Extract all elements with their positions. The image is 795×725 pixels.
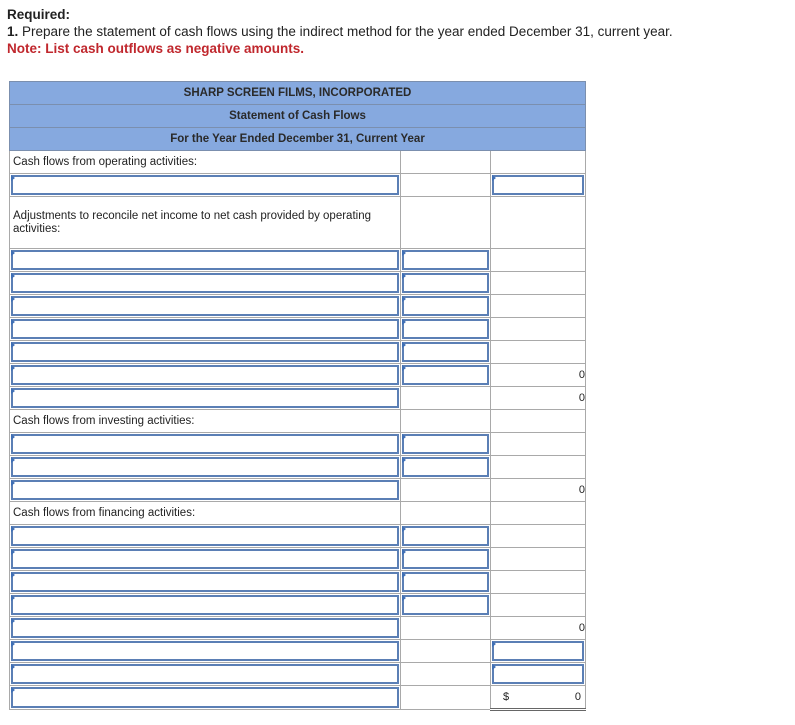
adjustments-header-row (10, 197, 586, 249)
financing-label-input[interactable] (10, 548, 401, 571)
item-number: 1. (7, 24, 19, 39)
beginning-cash-label-input[interactable] (10, 663, 401, 686)
financing-row (10, 571, 586, 594)
empty-cell (491, 456, 586, 479)
empty-cell (491, 502, 586, 525)
adjustments-label: Adjustments to reconcile net income to net cash provided by operating activities: (10, 197, 401, 249)
company-row (10, 82, 586, 105)
statement-period: For the Year Ended December 31, Current Year (10, 128, 586, 151)
financing-row (10, 548, 586, 571)
adjustment-row (10, 272, 586, 295)
currency-symbol: $ (503, 691, 510, 703)
financing-label-input[interactable] (10, 594, 401, 617)
empty-cell (491, 197, 586, 249)
investing-label-input[interactable] (10, 433, 401, 456)
empty-cell (491, 433, 586, 456)
operating-header: Cash flows from operating activities: (10, 151, 401, 174)
net-financing-row (10, 617, 586, 640)
period-row (10, 128, 586, 151)
adjustment-label-input[interactable] (10, 364, 401, 387)
note-text: Note: List cash outflows as negative amounts. (7, 41, 305, 56)
empty-cell (401, 617, 491, 640)
instructions (7, 6, 673, 57)
empty-cell (401, 410, 491, 433)
adjustment-label-input[interactable] (10, 341, 401, 364)
empty-cell (401, 387, 491, 410)
adjustment-amount-input[interactable] (401, 295, 491, 318)
financing-amount-input[interactable] (401, 594, 491, 617)
item-text: Prepare the statement of cash flows using the indirect method for the year ended December 31, current year. (22, 24, 673, 39)
financing-row (10, 594, 586, 617)
empty-cell (491, 151, 586, 174)
net-operating-label-input[interactable] (10, 387, 401, 410)
empty-cell (401, 640, 491, 663)
empty-cell (491, 341, 586, 364)
empty-cell (491, 594, 586, 617)
company-name: SHARP SCREEN FILMS, INCORPORATED (10, 82, 586, 105)
investing-header-row (10, 410, 586, 433)
investing-amount-input[interactable] (401, 456, 491, 479)
investing-header: Cash flows from investing activities: (10, 410, 401, 433)
instruction-item (7, 23, 673, 40)
beginning-cash-row (10, 663, 586, 686)
empty-cell (401, 686, 491, 710)
adjustments-total: 0 (491, 364, 586, 387)
adjustment-label-input[interactable] (10, 318, 401, 341)
empty-cell (491, 571, 586, 594)
investing-row (10, 433, 586, 456)
financing-row (10, 525, 586, 548)
net-change-amount-input[interactable] (491, 640, 586, 663)
empty-cell (491, 318, 586, 341)
investing-row (10, 456, 586, 479)
net-income-row (10, 174, 586, 197)
cash-flow-statement (9, 81, 586, 711)
investing-label-input[interactable] (10, 456, 401, 479)
adjustment-row (10, 249, 586, 272)
ending-cash-row (10, 686, 586, 710)
empty-cell (401, 479, 491, 502)
financing-label-input[interactable] (10, 525, 401, 548)
adjustment-label-input[interactable] (10, 249, 401, 272)
empty-cell (491, 410, 586, 433)
financing-label-input[interactable] (10, 571, 401, 594)
empty-cell (401, 197, 491, 249)
financing-amount-input[interactable] (401, 525, 491, 548)
net-operating-total: 0 (491, 387, 586, 410)
adjustment-label-input[interactable] (10, 272, 401, 295)
empty-cell (401, 151, 491, 174)
adjustment-amount-input[interactable] (401, 341, 491, 364)
investing-amount-input[interactable] (401, 433, 491, 456)
net-change-row (10, 640, 586, 663)
required-label: Required: (7, 7, 71, 22)
empty-cell (491, 295, 586, 318)
adjustment-amount-input[interactable] (401, 318, 491, 341)
financing-amount-input[interactable] (401, 571, 491, 594)
empty-cell (401, 174, 491, 197)
ending-cash-total (491, 686, 586, 710)
adjustment-row (10, 295, 586, 318)
empty-cell (491, 249, 586, 272)
operating-header-row (10, 151, 586, 174)
net-operating-row (10, 387, 586, 410)
financing-header-row (10, 502, 586, 525)
operating-amount-input[interactable] (491, 174, 586, 197)
operating-label-input[interactable] (10, 174, 401, 197)
adjustment-row (10, 341, 586, 364)
title-row (10, 105, 586, 128)
beginning-cash-amount-input[interactable] (491, 663, 586, 686)
adjustment-row (10, 318, 586, 341)
empty-cell (401, 502, 491, 525)
adjustment-amount-input[interactable] (401, 272, 491, 295)
ending-total-value: 0 (574, 691, 582, 703)
net-financing-label-input[interactable] (10, 617, 401, 640)
empty-cell (491, 525, 586, 548)
empty-cell (401, 663, 491, 686)
adjustment-row (10, 364, 586, 387)
empty-cell (491, 272, 586, 295)
financing-header: Cash flows from financing activities: (10, 502, 401, 525)
net-investing-label-input[interactable] (10, 479, 401, 502)
ending-cash-label-input[interactable] (10, 686, 401, 710)
financing-amount-input[interactable] (401, 548, 491, 571)
empty-cell (491, 548, 586, 571)
statement-title: Statement of Cash Flows (10, 105, 586, 128)
net-investing-row (10, 479, 586, 502)
adjustment-label-input[interactable] (10, 295, 401, 318)
net-change-label-input[interactable] (10, 640, 401, 663)
adjustment-amount-input[interactable] (401, 364, 491, 387)
net-financing-total: 0 (491, 617, 586, 640)
adjustment-amount-input[interactable] (401, 249, 491, 272)
net-investing-total: 0 (491, 479, 586, 502)
